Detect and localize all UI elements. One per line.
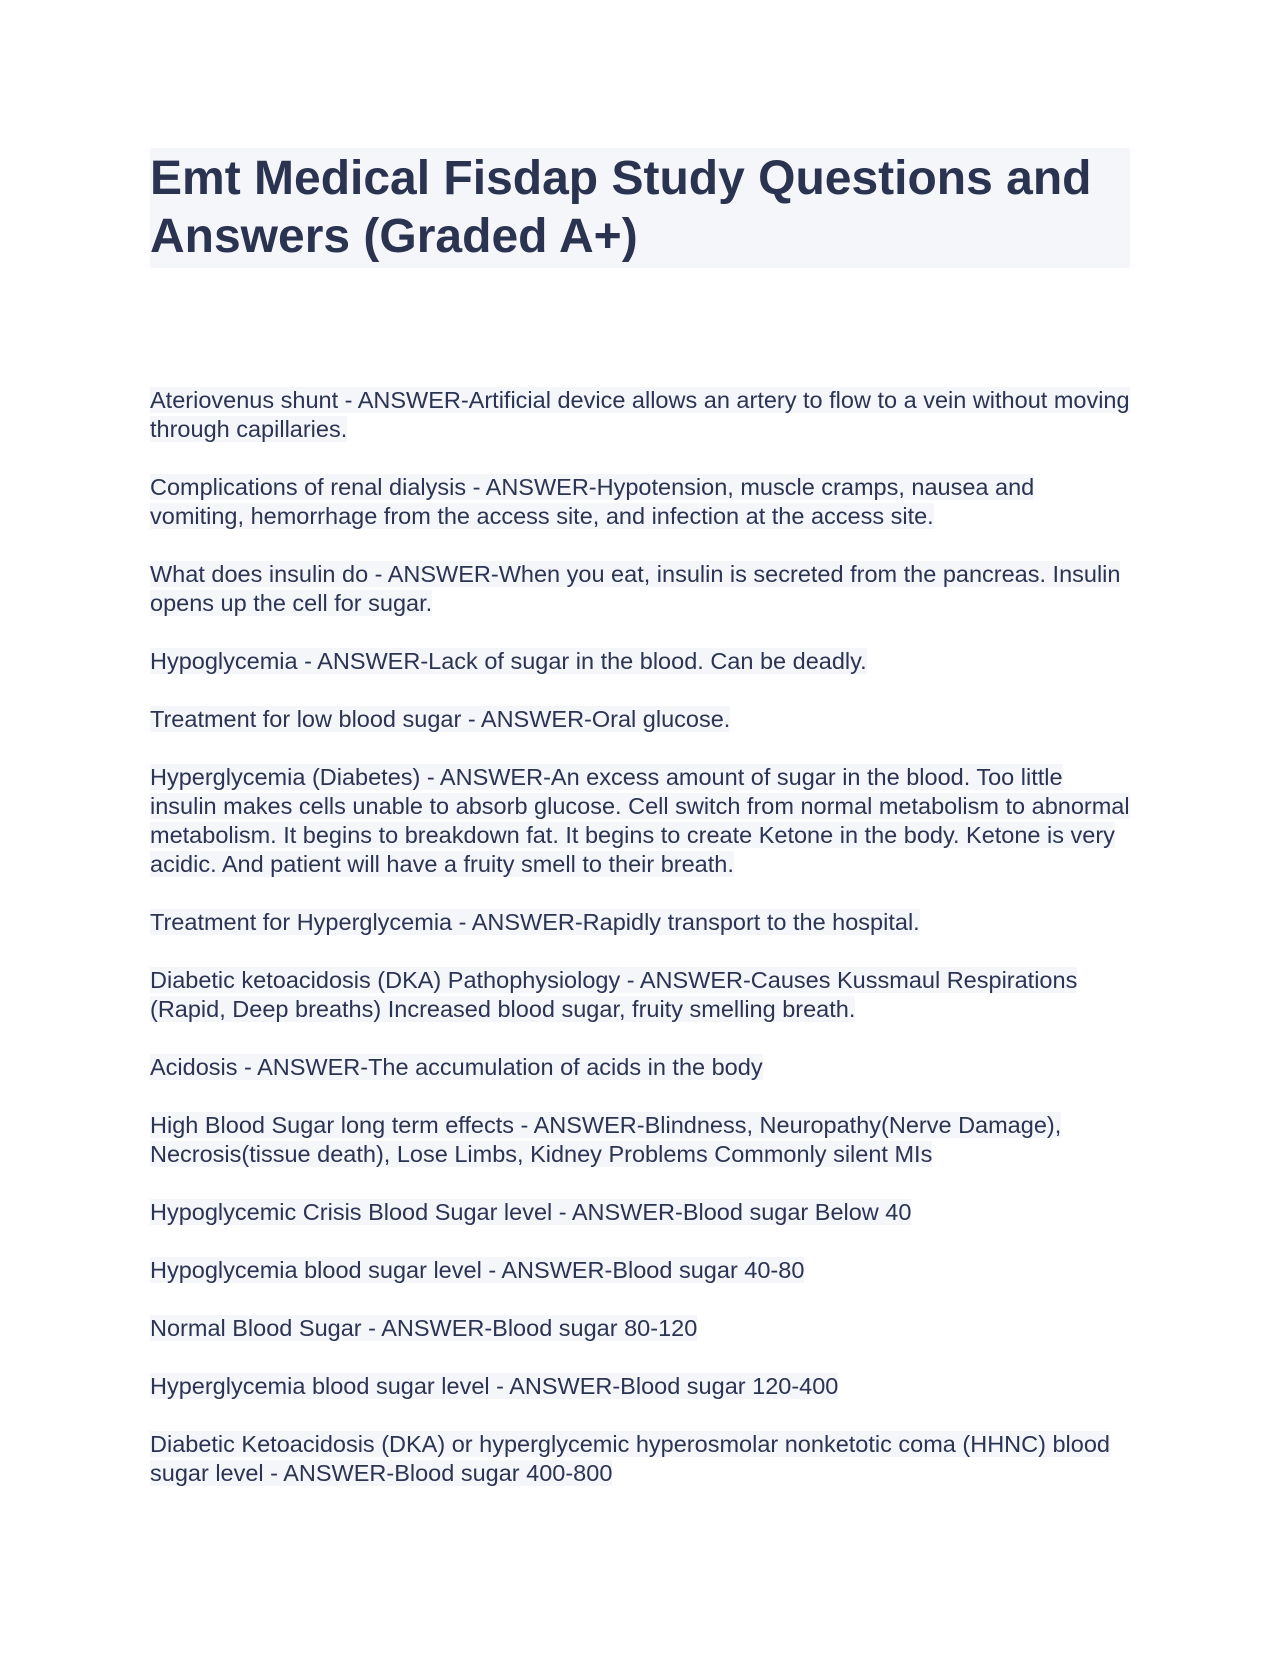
qa-entry-text: Hypoglycemia blood sugar level - ANSWER-Blood sugar 40-80 (150, 1257, 805, 1283)
qa-list (150, 386, 1130, 1488)
qa-entry (150, 908, 1130, 937)
document-page (150, 148, 1130, 1517)
qa-entry-text: Hyperglycemia (Diabetes) - ANSWER-An excess amount of sugar in the blood. Too little insulin makes cells unable to absorb glucose. Cell switch from normal metabolism to abnormal metabolism. It begins to breakdown fat. It begins to create Ketone in the body. Ketone is very acidic. And patient will have a fruity smell to their breath. (150, 764, 1130, 877)
qa-entry (150, 705, 1130, 734)
qa-entry-text: Hypoglycemia - ANSWER-Lack of sugar in the blood. Can be deadly. (150, 648, 867, 674)
qa-entry-text: Diabetic ketoacidosis (DKA) Pathophysiology - ANSWER-Causes Kussmaul Respirations (Rapid, Deep breaths) Increased blood sugar, fruity smelling breath. (150, 967, 1078, 1022)
qa-entry (150, 1198, 1130, 1227)
qa-entry (150, 1430, 1130, 1488)
qa-entry-text: Diabetic Ketoacidosis (DKA) or hyperglycemic hyperosmolar nonketotic coma (HHNC) blood sugar level - ANSWER-Blood sugar 400-800 (150, 1431, 1110, 1486)
qa-entry-text: Hyperglycemia blood sugar level - ANSWER-Blood sugar 120-400 (150, 1373, 839, 1399)
qa-entry (150, 1372, 1130, 1401)
qa-entry (150, 1314, 1130, 1343)
qa-entry-text: Treatment for low blood sugar - ANSWER-Oral glucose. (150, 706, 731, 732)
qa-entry-text: High Blood Sugar long term effects - ANSWER-Blindness, Neuropathy(Nerve Damage), Necrosis(tissue death), Lose Limbs, Kidney Problems Commonly silent MIs (150, 1112, 1062, 1167)
qa-entry-text: What does insulin do - ANSWER-When you eat, insulin is secreted from the pancreas. Insulin opens up the cell for sugar. (150, 561, 1121, 616)
qa-entry (150, 1256, 1130, 1285)
qa-entry (150, 763, 1130, 879)
qa-entry-text: Acidosis - ANSWER-The accumulation of acids in the body (150, 1054, 763, 1080)
qa-entry (150, 560, 1130, 618)
qa-entry (150, 473, 1130, 531)
qa-entry (150, 1111, 1130, 1169)
document-title: Emt Medical Fisdap Study Questions and Answers (Graded A+) (150, 148, 1130, 268)
qa-entry-text: Ateriovenus shunt - ANSWER-Artificial device allows an artery to flow to a vein without moving through capillaries. (150, 387, 1130, 442)
qa-entry-text: Hypoglycemic Crisis Blood Sugar level - ANSWER-Blood sugar Below 40 (150, 1199, 912, 1225)
qa-entry-text: Complications of renal dialysis - ANSWER-Hypotension, muscle cramps, nausea and vomiting, hemorrhage from the access site, and infection at the access site. (150, 474, 1035, 529)
qa-entry (150, 966, 1130, 1024)
qa-entry (150, 647, 1130, 676)
qa-entry-text: Treatment for Hyperglycemia - ANSWER-Rapidly transport to the hospital. (150, 909, 920, 935)
qa-entry (150, 386, 1130, 444)
qa-entry-text: Normal Blood Sugar - ANSWER-Blood sugar 80-120 (150, 1315, 698, 1341)
qa-entry (150, 1053, 1130, 1082)
